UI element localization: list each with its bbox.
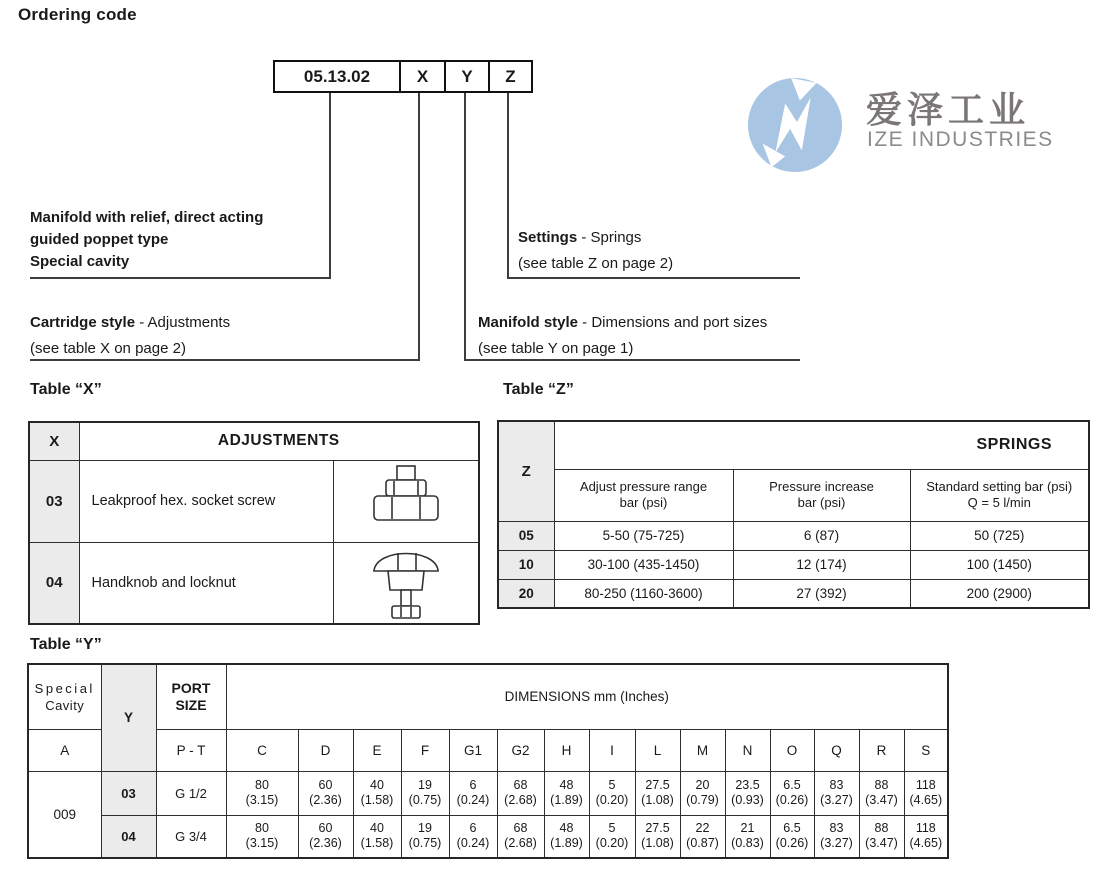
connector-line-base-v: [329, 93, 331, 278]
callout-x-title: Cartridge style: [30, 314, 136, 331]
table-x-row03-key: 03: [29, 460, 79, 542]
table-y-heading: Table “Y”: [30, 636, 102, 653]
callout-x-subtitle: - Adjustments: [135, 314, 231, 331]
table-y-cavity-letter: A: [28, 729, 101, 771]
callout-base: [30, 207, 263, 273]
dim-cell: 23.5 (0.93): [725, 771, 770, 815]
dim-cell: 19 (0.75): [401, 815, 449, 858]
table-x-key-header: X: [29, 422, 79, 460]
table-z-col-adjust-range: Adjust pressure range bar (psi): [554, 469, 733, 521]
ize-logo-mark: [746, 76, 844, 174]
table-z-row10-range: 30-100 (435-1450): [554, 550, 733, 579]
table-x: [28, 421, 480, 625]
connector-line-z-h: [507, 277, 800, 279]
dim-cell: 27.5 (1.08): [635, 815, 680, 858]
dim-col-header: I: [589, 729, 635, 771]
dim-cell: 19 (0.75): [401, 771, 449, 815]
dim-cell: 5 (0.20): [589, 815, 635, 858]
table-x-col-title: ADJUSTMENTS: [79, 422, 479, 460]
dim-cell: 20 (0.79): [680, 771, 725, 815]
table-z-col-standard: Standard setting bar (psi) Q = 5 l/min: [910, 469, 1089, 521]
table-z-row05-key: 05: [498, 521, 554, 550]
dim-cell: 88 (3.47): [859, 815, 904, 858]
dim-cell: 60 (2.36): [298, 815, 353, 858]
dim-cell: 6 (0.24): [449, 815, 497, 858]
callout-y-note: (see table Y on page 1): [478, 340, 634, 357]
table-z-springs-row: [498, 421, 1089, 469]
table-row: [498, 521, 1089, 550]
callout-x-note: (see table X on page 2): [30, 340, 186, 357]
callout-base-line2: guided poppet type: [30, 231, 169, 248]
dim-cell: 80 (3.15): [226, 771, 298, 815]
hex-socket-screw-icon: [358, 463, 454, 535]
table-z-row10-increase: 12 (174): [733, 550, 910, 579]
dim-col-header: G2: [497, 729, 544, 771]
dim-col-header: F: [401, 729, 449, 771]
table-x-row04-key: 04: [29, 542, 79, 624]
table-z-row05-standard: 50 (725): [910, 521, 1089, 550]
table-z-row05-increase: 6 (87): [733, 521, 910, 550]
dim-cell: 118 (4.65): [904, 815, 948, 858]
table-y: [27, 663, 949, 859]
dim-cell: 22 (0.87): [680, 815, 725, 858]
table-z-row20-key: 20: [498, 579, 554, 608]
table-z-row10-standard: 100 (1450): [910, 550, 1089, 579]
ordering-code-x: X: [399, 62, 444, 91]
table-x-row03-desc: Leakproof hex. socket screw: [79, 460, 333, 542]
table-x-header-row: [29, 422, 479, 460]
dim-cell: 40 (1.58): [353, 815, 401, 858]
table-row: [28, 815, 948, 858]
dim-cell: 80 (3.15): [226, 815, 298, 858]
callout-base-line3: Special cavity: [30, 253, 130, 270]
callout-y-title: Manifold style: [478, 314, 579, 331]
table-y-cavity-value: 009: [28, 771, 101, 858]
ordering-code-box: [273, 60, 533, 93]
callout-x: [30, 310, 230, 362]
connector-line-x-v: [418, 93, 420, 360]
dim-cell: 6.5 (0.26): [770, 771, 814, 815]
dim-cell: 6.5 (0.26): [770, 815, 814, 858]
dim-cell: 118 (4.65): [904, 771, 948, 815]
table-z-springs-title: SPRINGS: [554, 421, 1089, 469]
table-y-row03-port: G 1/2: [156, 771, 226, 815]
table-row: [498, 579, 1089, 608]
connector-line-z-v: [507, 93, 509, 278]
dim-cell: 68 (2.68): [497, 815, 544, 858]
table-row: [29, 542, 479, 624]
callout-y: [478, 310, 767, 362]
logo-company-name-cn: 爱泽工业: [866, 89, 1031, 130]
dim-cell: 60 (2.36): [298, 771, 353, 815]
dim-col-header: E: [353, 729, 401, 771]
table-z-row20-standard: 200 (2900): [910, 579, 1089, 608]
table-z-row20-increase: 27 (392): [733, 579, 910, 608]
table-z-row20-range: 80-250 (1160-3600): [554, 579, 733, 608]
table-y-dimensions-title: DIMENSIONS mm (Inches): [226, 664, 948, 729]
table-z: [497, 420, 1090, 609]
dim-cell: 48 (1.89): [544, 771, 589, 815]
table-row: [498, 550, 1089, 579]
table-y-header-row2: [28, 729, 948, 771]
dim-col-header: M: [680, 729, 725, 771]
dim-cell: 40 (1.58): [353, 771, 401, 815]
table-row: [29, 460, 479, 542]
connector-line-base-h: [30, 277, 331, 279]
table-z-heading: Table “Z”: [503, 381, 574, 398]
table-z-col-increase: Pressure increase bar (psi): [733, 469, 910, 521]
table-z-row05-range: 5-50 (75-725): [554, 521, 733, 550]
dim-col-header: L: [635, 729, 680, 771]
table-y-row04-port: G 3/4: [156, 815, 226, 858]
callout-base-line1: Manifold with relief, direct acting: [30, 209, 264, 226]
dim-col-header: D: [298, 729, 353, 771]
dim-col-header: N: [725, 729, 770, 771]
table-x-heading: Table “X”: [30, 381, 102, 398]
callout-z-subtitle: - Springs: [577, 229, 642, 246]
dim-col-header: O: [770, 729, 814, 771]
dim-cell: 6 (0.24): [449, 771, 497, 815]
dim-col-header: G1: [449, 729, 497, 771]
table-row: [28, 771, 948, 815]
dim-cell: 68 (2.68): [497, 771, 544, 815]
dim-col-header: H: [544, 729, 589, 771]
ordering-code-z: Z: [488, 62, 531, 91]
dim-col-header: C: [226, 729, 298, 771]
table-z-row10-key: 10: [498, 550, 554, 579]
callout-z-title: Settings: [518, 229, 578, 246]
handknob-locknut-icon: [358, 543, 454, 619]
table-y-row03-key: 03: [101, 771, 156, 815]
ordering-code-y: Y: [444, 62, 488, 91]
table-z-subheader-row: [498, 469, 1089, 521]
table-y-port-size-header: PORT SIZE: [156, 664, 226, 729]
dim-cell: 88 (3.47): [859, 771, 904, 815]
ordering-code-base: 05.13.02: [303, 66, 371, 86]
table-y-row04-key: 04: [101, 815, 156, 858]
dim-col-header: S: [904, 729, 948, 771]
dim-col-header: Q: [814, 729, 859, 771]
dim-cell: 21 (0.83): [725, 815, 770, 858]
dim-cell: 83 (3.27): [814, 771, 859, 815]
table-x-row04-illustration: [333, 542, 479, 624]
dim-cell: 27.5 (1.08): [635, 771, 680, 815]
callout-y-subtitle: - Dimensions and port sizes: [578, 314, 768, 331]
logo-company-name-en: IZE INDUSTRIES: [867, 128, 1054, 151]
table-z-key-header: Z: [498, 421, 554, 521]
table-y-special-cavity-header: Special Cavity: [28, 664, 101, 729]
dim-cell: 83 (3.27): [814, 815, 859, 858]
page-title: Ordering code: [18, 5, 137, 24]
connector-line-y-v: [464, 93, 466, 360]
dim-col-header: R: [859, 729, 904, 771]
dim-cell: 48 (1.89): [544, 815, 589, 858]
callout-z: [518, 225, 673, 277]
callout-z-note: (see table Z on page 2): [518, 255, 674, 272]
table-x-row03-illustration: [333, 460, 479, 542]
dim-cell: 5 (0.20): [589, 771, 635, 815]
table-x-row04-desc: Handknob and locknut: [79, 542, 333, 624]
table-y-port-sub: P - T: [156, 729, 226, 771]
table-y-header-row1: [28, 664, 948, 729]
table-y-key-header: Y: [101, 664, 156, 771]
